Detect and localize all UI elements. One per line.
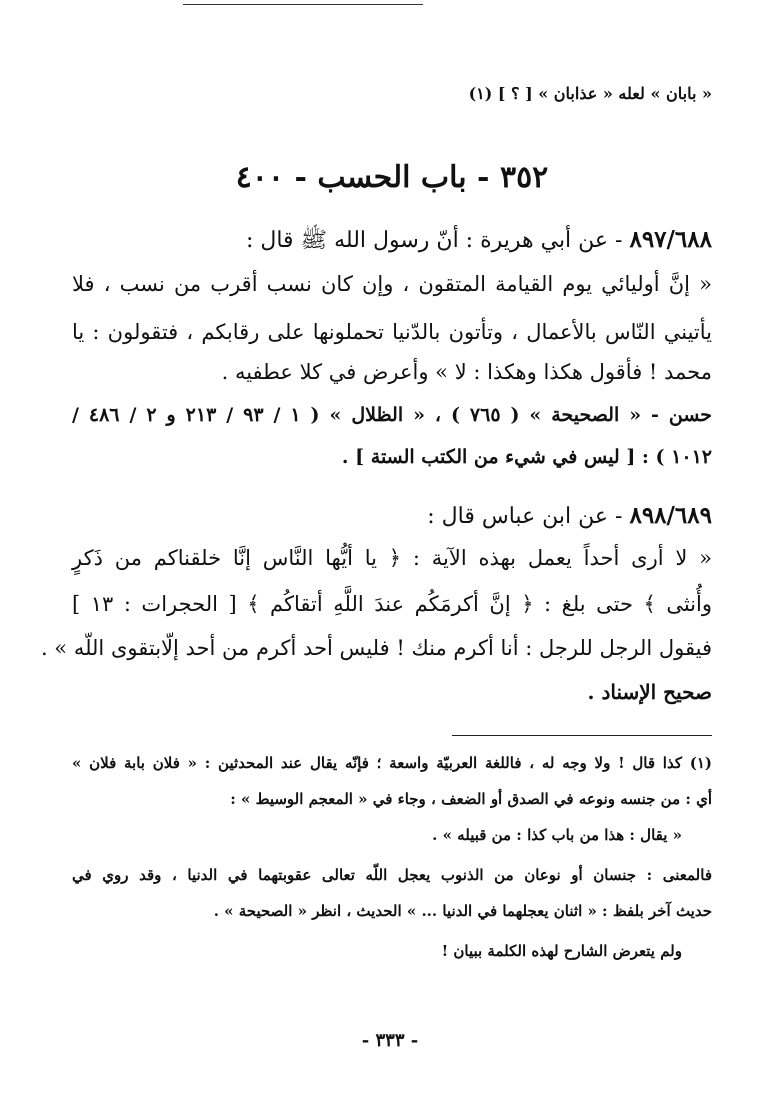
hadith-2-line-3: فيقول الرجل للرجل : أنا أكرم منك ! فليس أحد أكرم من أحد إلّابتقوى اللّه » . (40, 636, 712, 660)
footnote-line-5: حديث آخر بلفظ : « اثنان يعجلهما في الدنيا ... » الحديث ، انظر « الصحيحة » . (213, 902, 712, 920)
footnote-line-3: « يقال : هذا من باب كذا : من قبيله » . (432, 826, 682, 844)
footnote-separator (452, 735, 712, 736)
hadith-2-grading: صحيح الإسناد . (587, 680, 712, 704)
hadith-1-heading (72, 226, 712, 258)
footnote-line-6: ولم يتعرض الشارح لهذه الكلمة ببيان ! (441, 942, 682, 960)
footnote-line-1: (١) كذا قال ! ولا وجه له ، فاللغة العربيّة واسعة ؛ فإنّه يقال عند المحدثين : « فلان بابة فلان » (72, 754, 712, 772)
hadith-1-grading-line-1: حسن - « الصحيحة » ( ٧٦٥ ) ، « الظلال » ( ١ / ٩٣ / ٢١٣ و ٢ / ٤٨٦ / (72, 404, 713, 426)
hadith-2-number: ٨٩٨/٦٨٩ (629, 502, 712, 529)
hadith-1-line-1: « إنَّ أوليائي يوم القيامة المتقون ، وإن كان نسب أقرب من نسب ، فلا (72, 272, 712, 296)
hadith-2-line-2: وأُنثى ﴾ حتى بلغ : ﴿ إنَّ أكرمَكُم عندَ اللَّهِ أتقاكُم ﴾ [ الحجرات : ١٣ ] (72, 592, 712, 616)
hadith-2-line-1: « لا أرى أحداً يعمل بهذه الآية : ﴿ يا أيُّها النَّاس إنَّا خلقناكم من ذَكرٍ (72, 546, 712, 570)
footnote-line-2: أي : من جنسه ونوعه في الصدق أو الضعف ، وجاء في « المعجم الوسيط » : (230, 790, 712, 808)
top-rule (183, 4, 423, 5)
hadith-1-grading-line-2: ١٠١٢ ) : [ ليس في شيء من الكتب الستة ] . (341, 446, 712, 468)
chapter-title: ٣٥٢ - باب الحسب - ٤٠٠ (235, 160, 549, 195)
hadith-2-intro: - عن ابن عباس قال : (427, 504, 623, 529)
hadith-1-number: ٨٩٧/٦٨٨ (629, 226, 712, 253)
footnote-line-4: فالمعنى : جنسان أو نوعان من الذنوب يعجل اللّه تعالى عقوبتهما في الدنيا ، وقد روي في (72, 866, 712, 884)
hadith-2-heading (72, 502, 712, 529)
page-number: - ٣٣٣ - (361, 1030, 419, 1051)
hadith-1-line-3: محمد ! فأقول هكذا وهكذا : لا » وأعرض في كلا عطفيه . (221, 360, 712, 384)
hadith-1-intro: - عن أبي هريرة : أنّ رسول الله ﷺ قال : (245, 228, 623, 253)
hadith-1-line-2: يأتيني النّاس بالأعمال ، وتأتون بالدّنيا تحملونها على رقابكم ، فتقولون : يا (72, 320, 712, 344)
top-continuation: « بابان » لعله « عذابان » [ ؟ ] (١) (468, 84, 712, 103)
